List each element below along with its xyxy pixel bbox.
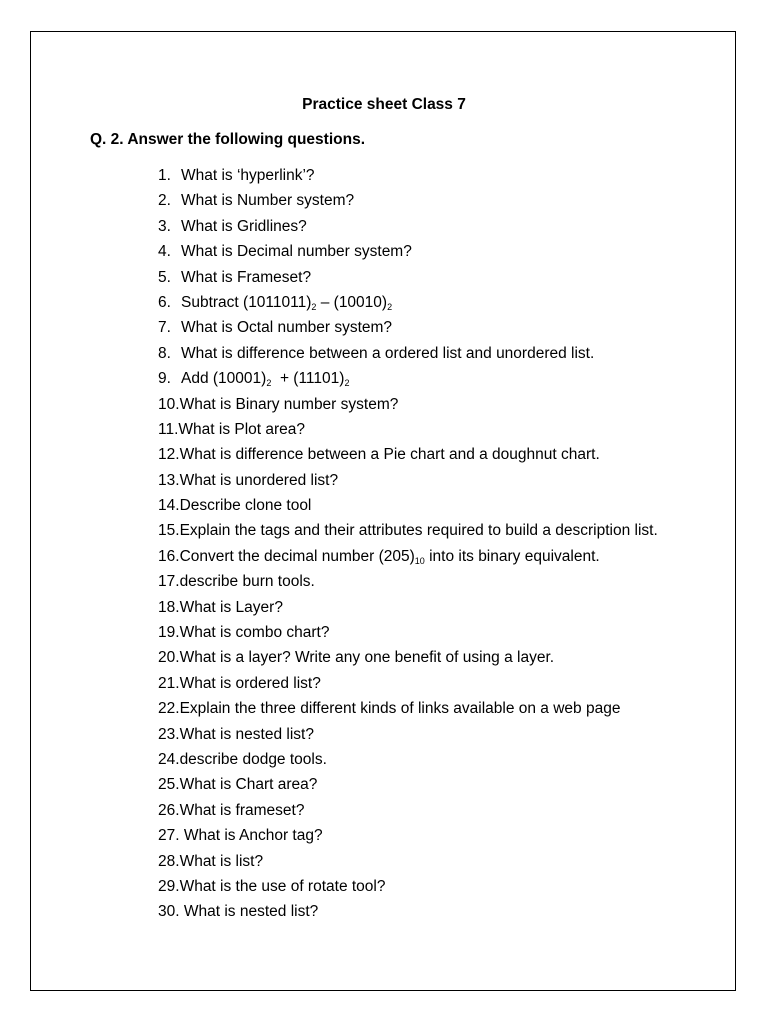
question-text: What is difference between a Pie chart and a doughnut chart. bbox=[179, 446, 600, 464]
question-item-2 bbox=[158, 188, 658, 213]
question-item-18 bbox=[158, 595, 658, 620]
base-subscript: 2 bbox=[311, 301, 317, 312]
question-text-part: Convert the decimal number (205) bbox=[179, 547, 415, 565]
question-item-23 bbox=[158, 722, 658, 747]
question-item-28 bbox=[158, 849, 658, 874]
question-number: 23. bbox=[158, 725, 180, 743]
question-text: What is frameset? bbox=[179, 801, 305, 819]
question-item-24 bbox=[158, 747, 658, 772]
question-item-5 bbox=[158, 265, 658, 290]
question-text-part: Add (10001) bbox=[181, 370, 267, 388]
question-number: 12. bbox=[158, 446, 180, 464]
question-item-4 bbox=[158, 239, 658, 264]
question-text-part: – (10010) bbox=[316, 293, 388, 311]
question-text: What is difference between a ordered list and unordered list. bbox=[181, 344, 595, 362]
question-number: 26. bbox=[158, 801, 180, 819]
question-number: 30. bbox=[158, 903, 180, 921]
question-text: Explain the tags and their attributes required to build a description list. bbox=[179, 522, 658, 540]
question-text: What is unordered list? bbox=[179, 471, 339, 489]
question-text: What is nested list? bbox=[179, 903, 319, 921]
question-number: 6. bbox=[158, 293, 171, 311]
question-item-16 bbox=[158, 544, 658, 569]
question-number: 10. bbox=[158, 395, 180, 413]
question-number: 4. bbox=[158, 243, 171, 261]
question-number: 2. bbox=[158, 192, 171, 210]
question-number: 14. bbox=[158, 497, 180, 515]
question-text: What is Plot area? bbox=[178, 420, 306, 438]
question-number: 3. bbox=[158, 217, 171, 235]
question-text: Describe clone tool bbox=[179, 497, 312, 515]
question-item-26 bbox=[158, 798, 658, 823]
question-item-22 bbox=[158, 696, 658, 721]
question-number: 22. bbox=[158, 700, 180, 718]
question-text: What is Layer? bbox=[179, 598, 283, 616]
question-item-20 bbox=[158, 645, 658, 670]
question-item-11 bbox=[158, 417, 658, 442]
section-heading: Q. 2. Answer the following questions. bbox=[90, 131, 366, 148]
question-number: 7. bbox=[158, 319, 171, 337]
question-item-29 bbox=[158, 874, 658, 899]
question-text: What is combo chart? bbox=[179, 624, 330, 642]
question-item-15 bbox=[158, 518, 658, 543]
base-subscript: 2 bbox=[266, 378, 272, 389]
question-item-7 bbox=[158, 315, 658, 340]
question-text: What is Anchor tag? bbox=[179, 827, 323, 845]
base-subscript: 2 bbox=[344, 378, 350, 389]
question-text: Explain the three different kinds of links available on a web page bbox=[179, 700, 621, 718]
question-number: 28. bbox=[158, 852, 180, 870]
question-text: What is ‘hyperlink’? bbox=[181, 167, 315, 184]
question-number: 1. bbox=[158, 167, 171, 184]
question-item-3 bbox=[158, 214, 658, 239]
question-text: What is a layer? Write any one benefit of using a layer. bbox=[179, 649, 555, 667]
question-number: 18. bbox=[158, 598, 180, 616]
question-text: What is Chart area? bbox=[179, 776, 318, 794]
question-text-part: Subtract (1011011) bbox=[181, 293, 312, 311]
question-item-14 bbox=[158, 493, 658, 518]
question-item-21 bbox=[158, 671, 658, 696]
question-number: 16. bbox=[158, 547, 180, 565]
question-item-6 bbox=[158, 290, 658, 315]
question-text: What is Frameset? bbox=[181, 268, 312, 286]
question-text: describe burn tools. bbox=[179, 573, 315, 591]
question-number: 25. bbox=[158, 776, 180, 794]
question-number: 9. bbox=[158, 370, 171, 388]
sheet-title: Practice sheet Class 7 bbox=[302, 96, 466, 113]
question-number: 27. bbox=[158, 827, 180, 845]
question-text: What is the use of rotate tool? bbox=[179, 877, 386, 895]
question-list bbox=[158, 163, 658, 925]
question-number: 5. bbox=[158, 268, 171, 286]
question-item-19 bbox=[158, 620, 658, 645]
question-number: 17. bbox=[158, 573, 180, 591]
question-text: What is Octal number system? bbox=[181, 319, 393, 337]
question-item-13 bbox=[158, 468, 658, 493]
question-item-8 bbox=[158, 341, 658, 366]
question-number: 8. bbox=[158, 344, 171, 362]
question-item-27 bbox=[158, 823, 658, 848]
question-text: What is ordered list? bbox=[179, 674, 321, 692]
question-number: 13. bbox=[158, 471, 180, 489]
question-number: 15. bbox=[158, 522, 180, 540]
question-text-part: + (11101) bbox=[271, 370, 345, 388]
question-text-part: into its binary equivalent. bbox=[424, 547, 600, 565]
question-text: What is Decimal number system? bbox=[181, 243, 412, 261]
question-item-17 bbox=[158, 569, 658, 594]
question-number: 19. bbox=[158, 624, 180, 642]
question-number: 24. bbox=[158, 750, 180, 768]
question-text: What is list? bbox=[179, 852, 264, 870]
question-item-30 bbox=[158, 899, 658, 924]
question-text: What is Binary number system? bbox=[179, 395, 399, 413]
question-item-12 bbox=[158, 442, 658, 467]
question-text: What is Number system? bbox=[181, 192, 355, 210]
question-item-25 bbox=[158, 772, 658, 797]
base-subscript: 2 bbox=[387, 301, 393, 312]
question-number: 11. bbox=[158, 420, 179, 438]
base-subscript: 10 bbox=[414, 555, 425, 566]
question-number: 21. bbox=[158, 674, 180, 692]
question-text: What is Gridlines? bbox=[181, 217, 307, 235]
question-text: describe dodge tools. bbox=[179, 750, 327, 768]
question-item-10 bbox=[158, 392, 658, 417]
question-number: 29. bbox=[158, 877, 180, 895]
question-number: 20. bbox=[158, 649, 180, 667]
question-item-1 bbox=[158, 163, 658, 188]
question-text: What is nested list? bbox=[179, 725, 314, 743]
question-item-9 bbox=[158, 366, 658, 391]
